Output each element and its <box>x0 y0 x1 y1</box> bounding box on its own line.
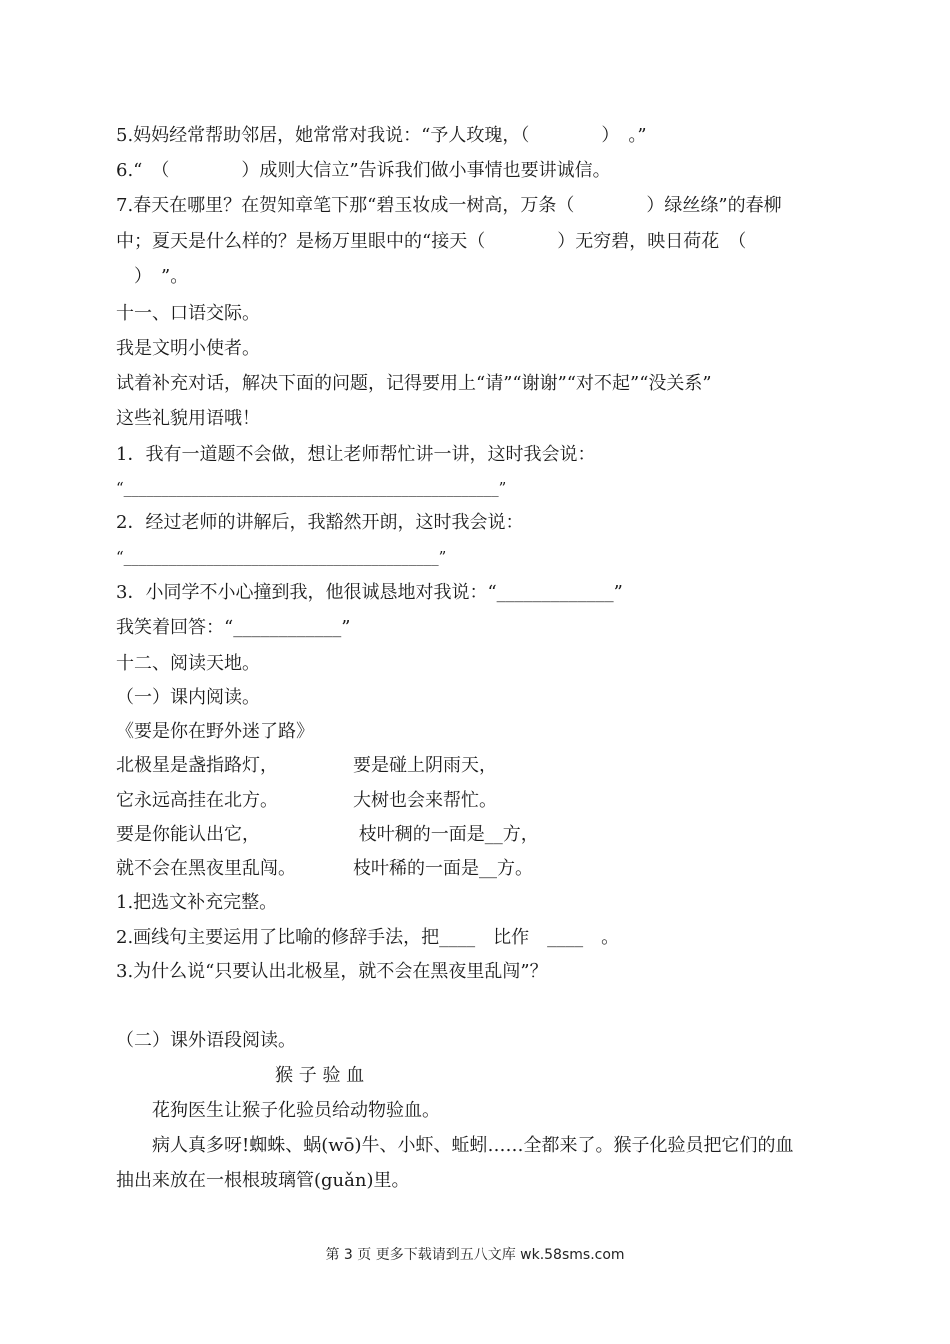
story-paragraph-2-line-1: 病人真多呀!蜘蛛、蜗(wō)牛、小虾、蚯蚓……全都来了。猴子化验员把它们的血 <box>116 1135 794 1156</box>
poem-right-line: 要是碰上阴雨天， <box>353 755 497 776</box>
question-5: 5.妈妈经常帮助邻居，她常常对我说：“予人玫瑰，（ ） 。” <box>116 125 647 146</box>
oral-question-3: 3．小同学不小心撞到我，他很诚恳地对我说：“_____________” <box>116 582 623 603</box>
poem-left-line: 就不会在黑夜里乱闯。 <box>116 858 296 879</box>
oral-instruction-line-1: 试着补充对话，解决下面的问题，记得要用上“请”“谢谢”“对不起”“没关系” <box>116 373 712 394</box>
oral-section-heading: 十一、口语交际。 <box>116 303 260 324</box>
reading-section-heading: 十二、阅读天地。 <box>116 653 260 674</box>
oral-answer-blank-1: “__________________________________________________” <box>116 479 507 497</box>
oral-question-2: 2．经过老师的讲解后，我豁然开朗，这时我会说： <box>116 512 524 533</box>
reading-question-2: 2.画线句主要运用了比喻的修辞手法，把____ 比作 ____ 。 <box>116 927 620 948</box>
poem-right-line: 枝叶稀的一面是__方。 <box>353 858 533 879</box>
poem-right-line: 枝叶稠的一面是__方， <box>353 824 539 845</box>
question-7-line-3: ） ”。 <box>116 266 189 287</box>
oral-reply-3: 我笑着回答：“____________” <box>116 617 351 638</box>
reading-question-1: 1.把选文补充完整。 <box>116 892 278 913</box>
story-title: 猴 子 验 血 <box>275 1065 365 1086</box>
poem-right-line: 大树也会来帮忙。 <box>353 790 497 811</box>
poem-left-line: 它永远高挂在北方。 <box>116 790 278 811</box>
oral-question-1: 1．我有一道题不会做，想让老师帮忙讲一讲，这时我会说： <box>116 444 596 465</box>
reading-part-2-title: （二）课外语段阅读。 <box>116 1030 296 1051</box>
story-paragraph-2-line-2: 抽出来放在一根根玻璃管(guǎn)里。 <box>116 1170 410 1191</box>
question-6: 6.“ （ ）成则大信立”告诉我们做小事情也要讲诚信。 <box>116 160 611 181</box>
poem-left-line: 要是你能认出它， <box>116 824 260 845</box>
oral-instruction-line-2: 这些礼貌用语哦！ <box>116 408 260 429</box>
page-footer: 第 3 页 更多下载请到五八文库 wk.58sms.com <box>325 1247 625 1263</box>
reading-question-3: 3.为什么说“只要认出北极星，就不会在黑夜里乱闯”？ <box>116 961 548 982</box>
reading-part-1-title: （一）课内阅读。 <box>116 687 260 708</box>
poem-left-line: 北极星是盏指路灯， <box>116 755 278 776</box>
poem-title: 《要是你在野外迷了路》 <box>116 721 314 742</box>
question-7-line-2: 中；夏天是什么样的？是杨万里眼中的“接天（ ）无穷碧，映日荷花 （ <box>116 231 747 252</box>
question-7-line-1: 7.春天在哪里？在贺知章笔下那“碧玉妆成一树高，万条（ ）绿丝绦”的春柳 <box>116 195 782 216</box>
oral-subtitle: 我是文明小使者。 <box>116 338 260 359</box>
oral-answer-blank-2: “__________________________________________” <box>116 548 447 566</box>
story-paragraph-1: 花狗医生让猴子化验员给动物验血。 <box>116 1100 440 1121</box>
